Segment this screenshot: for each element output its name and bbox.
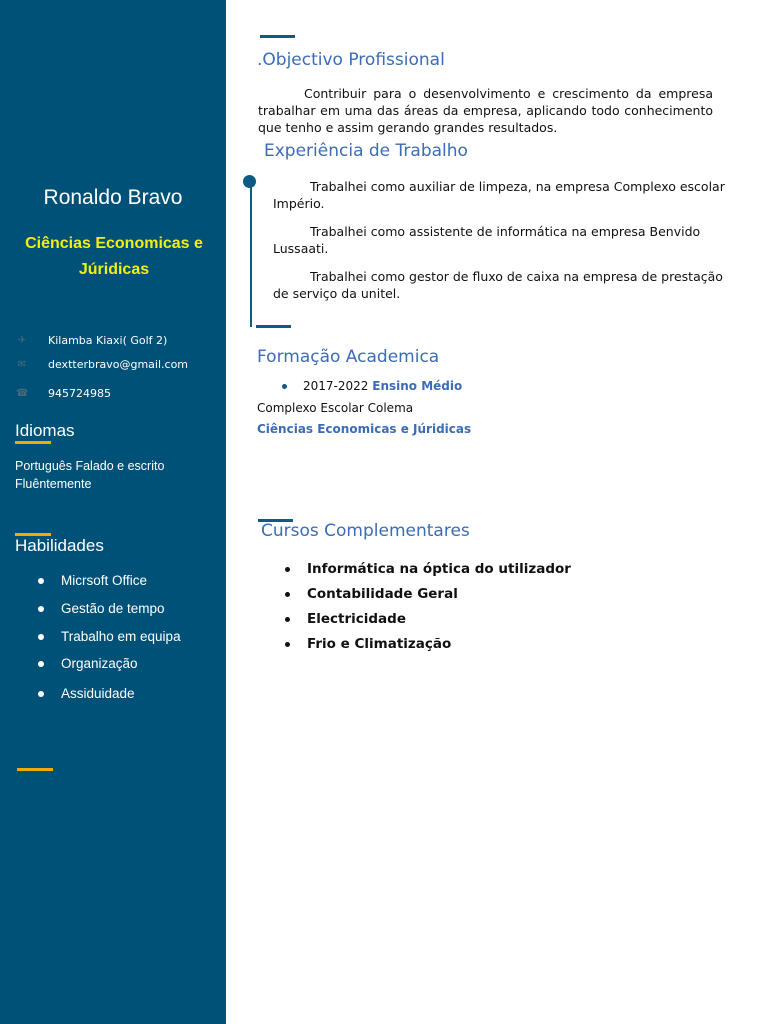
profile-name: Ronaldo Bravo [43,186,183,209]
profile-career: Ciências Economicas e Júridicas [25,235,203,278]
skill-label: Trabalho em equipa [61,629,181,644]
course-item [285,636,451,652]
bullet-icon [282,384,287,389]
skill-item [38,573,147,588]
objective-text: Contribuir para o desenvolvimento e crescimento da empresa trabalhar em uma das áreas da empresa, aplicando todo conhecimento que tenho e assim gerando grandes resultados. [258,86,713,135]
contact-email-text: dextterbravo@gmail.com [48,358,189,371]
sidebar-bottom-divider [17,768,53,771]
course-item [285,561,571,577]
contact-address-text: Kilamba Kiaxi( Golf 2) [48,334,168,347]
bullet-icon [38,691,44,697]
bullet-icon [38,661,44,667]
course-item [285,586,458,602]
contact-phone-text: 945724985 [48,387,111,400]
education-divider [256,325,291,328]
skill-item [38,656,138,671]
experience-item: Trabalhei como assistente de informática na empresa Benvido Lussaati. [273,224,701,256]
course-label: Informática na óptica do utilizador [307,561,571,577]
phone-icon: ☎ [16,387,29,399]
courses-heading: Cursos Complementares [261,521,470,541]
location-icon: ✈ [17,334,27,346]
skill-item [38,629,181,644]
education-heading: Formação Academica [257,347,440,367]
education-years: 2017-2022 [303,379,369,393]
experience-heading: Experiência de Trabalho [264,141,468,161]
objective-divider [260,35,295,38]
skill-label: Assiduidade [61,686,135,701]
languages-heading: Idiomas [15,421,75,440]
timeline-dot-icon [243,175,256,188]
education-level: Ensino Médio [372,379,463,393]
languages-text: Português Falado e escrito Fluêntemente [15,459,165,491]
education-course: Ciências Economicas e Júridicas [257,422,472,436]
bullet-icon [38,606,44,612]
contact-phone [16,387,111,400]
bullet-icon [285,642,290,647]
sidebar [0,0,226,1024]
education-school: Complexo Escolar Colema [257,401,414,415]
experience-timeline [250,181,252,327]
experience-item: Trabalhei como auxiliar de limpeza, na empresa Complexo escolar Império. [273,179,725,211]
skill-label: Organização [61,656,138,671]
contact-email [16,358,188,371]
contact-address [16,334,167,347]
skill-label: Micrsoft Office [61,573,148,588]
course-label: Frio e Climatização [307,636,452,652]
experience-item: Trabalhei como gestor de fluxo de caixa na empresa de prestação de serviço da unitel. [273,269,723,301]
bullet-icon [285,567,290,572]
education-entry [282,379,462,393]
skill-item [38,686,135,701]
languages-divider [15,441,51,444]
bullet-icon [38,634,44,640]
bullet-icon [285,592,290,597]
bullet-icon [285,617,290,622]
skill-label: Gestão de tempo [61,601,165,616]
skill-item [38,601,165,616]
course-label: Electricidade [307,611,406,627]
skills-heading: Habilidades [15,536,104,555]
objective-heading: .Objectivo Profissional [257,50,445,70]
course-label: Contabilidade Geral [307,586,458,602]
email-icon: ✉ [17,358,27,370]
course-item [285,611,406,627]
bullet-icon [38,578,44,584]
